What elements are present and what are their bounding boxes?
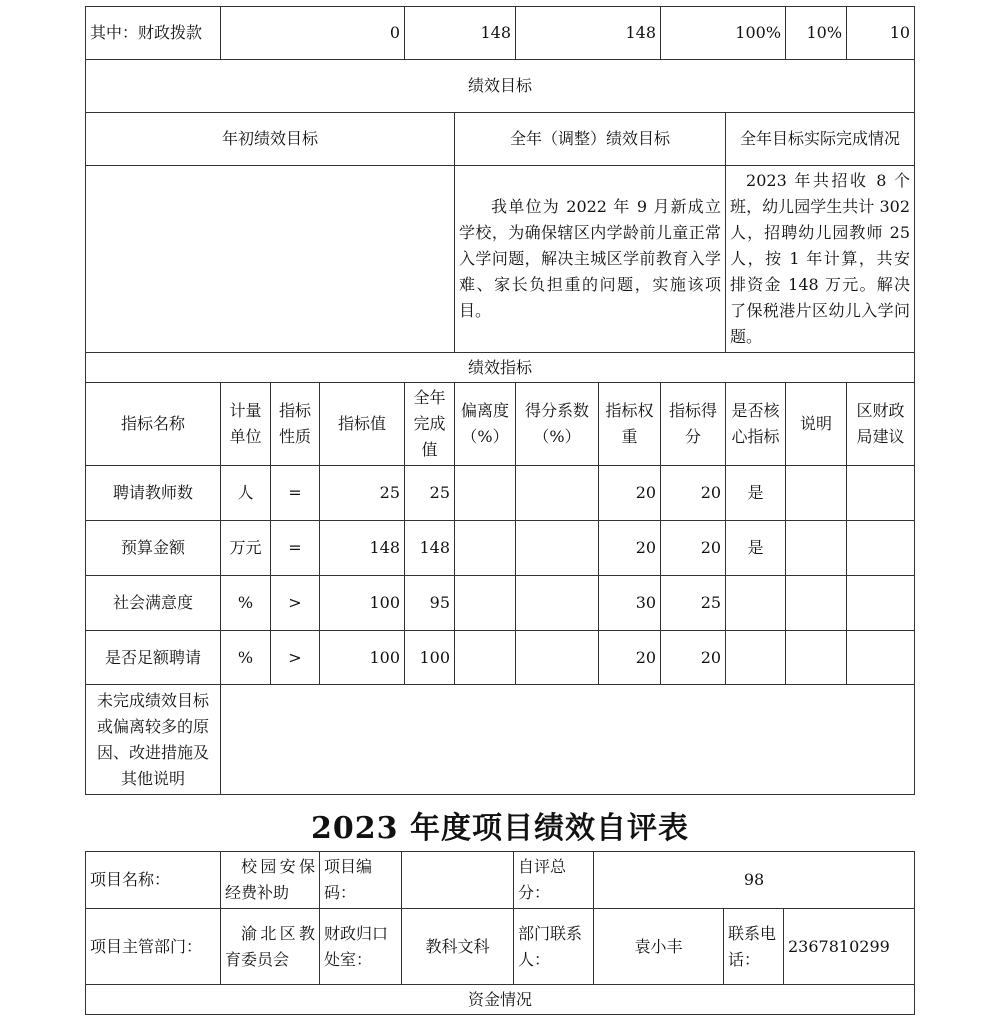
- indicator-header-cell: 得分系数（%）: [516, 383, 599, 466]
- indicator-header-cell: 区财政局建议: [847, 383, 915, 466]
- indicator-header-cell: 指标权重: [599, 383, 661, 466]
- indicator-core: 是: [726, 521, 786, 576]
- fiscal-value-cell: 148: [405, 7, 516, 60]
- remarks-label: 未完成绩效目标或偏离较多的原因、改进措施及其他说明: [86, 685, 221, 795]
- indicator-deviation: [455, 576, 516, 631]
- fiscal-value-cell: 100%: [661, 7, 786, 60]
- indicator-header-cell: 计量单位: [221, 383, 271, 466]
- indicator-deviation: [455, 631, 516, 685]
- indicator-core: 是: [726, 466, 786, 521]
- indicator-target: 148: [320, 521, 405, 576]
- indicator-header-cell: 指标值: [320, 383, 405, 466]
- indicator-header-row: [86, 383, 915, 466]
- goal-header-adjusted: 全年（调整）绩效目标: [455, 113, 726, 166]
- project-code-value: [402, 852, 514, 909]
- dept-label: 项目主管部门：: [86, 909, 221, 985]
- indicator-row: [86, 576, 915, 631]
- indicator-header-cell: 指标名称: [86, 383, 221, 466]
- indicator-actual: 100: [405, 631, 455, 685]
- indicator-deviation: [455, 521, 516, 576]
- indicator-weight: 20: [599, 521, 661, 576]
- indicator-score: 20: [661, 521, 726, 576]
- indicator-coef: [516, 631, 599, 685]
- indicator-note: [786, 631, 847, 685]
- indicator-name: 是否足额聘请: [86, 631, 221, 685]
- perf-goals-title: 绩效目标: [86, 60, 915, 113]
- indicator-deviation: [455, 466, 516, 521]
- self-score-label: 自评总分：: [514, 852, 594, 909]
- phone-label: 联系电话：: [724, 909, 784, 985]
- indicator-unit: %: [221, 576, 271, 631]
- indicator-weight: 30: [599, 576, 661, 631]
- indicator-nature: =: [271, 466, 320, 521]
- indicator-note: [786, 466, 847, 521]
- fiscal-funding-row: [86, 7, 915, 60]
- indicator-advice: [847, 576, 915, 631]
- project-name-value: 校园安保经费补助: [221, 852, 320, 909]
- goal-text-initial: [86, 166, 455, 353]
- indicator-score: 25: [661, 576, 726, 631]
- indicators-title: 绩效指标: [86, 353, 915, 383]
- project-name-label: 项目名称：: [86, 852, 221, 909]
- indicator-coef: [516, 576, 599, 631]
- indicator-unit: 万元: [221, 521, 271, 576]
- self-score-value: 98: [594, 852, 915, 909]
- indicator-weight: 20: [599, 466, 661, 521]
- indicator-coef: [516, 466, 599, 521]
- indicator-core: [726, 631, 786, 685]
- form-title: 2023 年度项目绩效自评表: [311, 811, 689, 846]
- indicator-header-cell: 偏离度（%）: [455, 383, 516, 466]
- indicator-advice: [847, 631, 915, 685]
- fiscal-value-cell: 0: [221, 7, 405, 60]
- indicator-name: 聘请教师数: [86, 466, 221, 521]
- indicator-actual: 148: [405, 521, 455, 576]
- contact-label: 部门联系人：: [514, 909, 594, 985]
- remarks-value: [221, 685, 915, 795]
- indicator-note: [786, 521, 847, 576]
- indicator-core: [726, 576, 786, 631]
- goal-text-adjusted: 我单位为 2022 年 9 月新成立学校，为确保辖区内学龄前儿童正常入学问题，解决主城区学前教育入学难、家长负担重的问题，实施该项目。: [455, 166, 726, 353]
- indicator-weight: 20: [599, 631, 661, 685]
- indicator-name: 预算金额: [86, 521, 221, 576]
- indicator-actual: 25: [405, 466, 455, 521]
- funds-title: 资金情况: [86, 985, 915, 1015]
- indicator-coef: [516, 521, 599, 576]
- project-code-label: 项目编码：: [320, 852, 402, 909]
- indicator-actual: 95: [405, 576, 455, 631]
- indicator-row: [86, 521, 915, 576]
- indicator-header-cell: 指标性质: [271, 383, 320, 466]
- indicator-nature: >: [271, 576, 320, 631]
- fiscal-funding-label: 其中：财政拨款: [86, 7, 221, 60]
- indicator-row: [86, 466, 915, 521]
- fiscal-value-cell: 148: [516, 7, 661, 60]
- indicator-target: 100: [320, 576, 405, 631]
- indicator-score: 20: [661, 466, 726, 521]
- indicator-header-cell: 说明: [786, 383, 847, 466]
- indicator-header-cell: 是否核心指标: [726, 383, 786, 466]
- goal-header-initial: 年初绩效目标: [86, 113, 455, 166]
- indicator-note: [786, 576, 847, 631]
- contact-value: 袁小丰: [594, 909, 724, 985]
- phone-value: 2367810299: [784, 909, 915, 985]
- indicator-advice: [847, 466, 915, 521]
- goal-header-actual: 全年目标实际完成情况: [726, 113, 915, 166]
- indicator-nature: >: [271, 631, 320, 685]
- indicator-score: 20: [661, 631, 726, 685]
- performance-table: [85, 6, 915, 795]
- indicator-header-cell: 指标得分: [661, 383, 726, 466]
- indicator-unit: %: [221, 631, 271, 685]
- fiscal-value-cell: 10: [847, 7, 915, 60]
- indicator-target: 25: [320, 466, 405, 521]
- indicator-row: [86, 631, 915, 685]
- goal-text-actual: 2023 年共招收 8 个班，幼儿园学生共计 302 人，招聘幼儿园教师 25 人，按 1 年计算，共安排资金 148 万元。解决了保税港片区幼儿入学问题。: [726, 166, 915, 353]
- project-info-table: [85, 851, 915, 1015]
- dept-value: 渝北区教育委员会: [221, 909, 320, 985]
- finance-office-label: 财政归口处室：: [320, 909, 402, 985]
- indicator-unit: 人: [221, 466, 271, 521]
- fiscal-value-cell: 10%: [786, 7, 847, 60]
- indicator-name: 社会满意度: [86, 576, 221, 631]
- finance-office-value: 教科文科: [402, 909, 514, 985]
- indicator-header-cell: 全年完成值: [405, 383, 455, 466]
- indicator-target: 100: [320, 631, 405, 685]
- indicator-nature: =: [271, 521, 320, 576]
- indicator-advice: [847, 521, 915, 576]
